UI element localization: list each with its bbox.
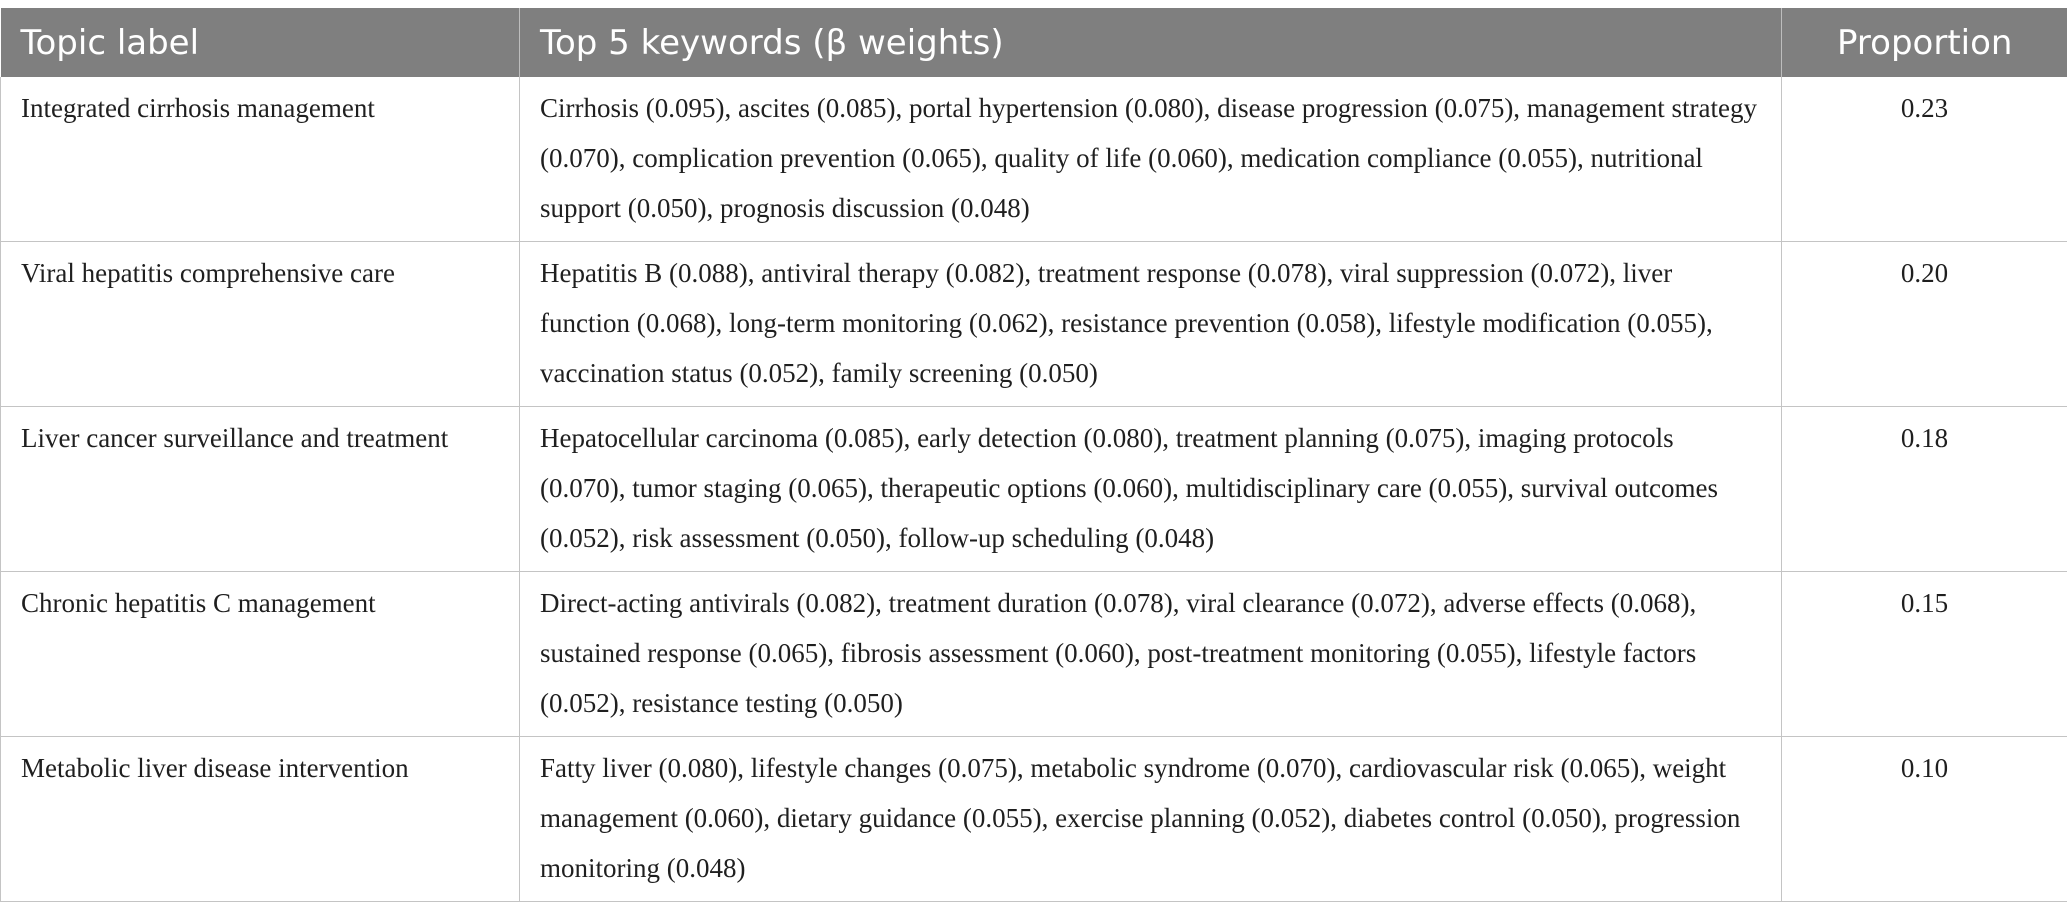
keywords-cell: Hepatitis B (0.088), antiviral therapy (0.082), treatment response (0.078), viral suppression (0.072), liver function (0.068), long-term monitoring (0.062), resistance prevention (0.058), lifestyle modification (0.055), vaccination status (0.052), family screening (0.050) — [520, 242, 1782, 407]
table-header — [1, 8, 2067, 77]
table-row — [1, 77, 2067, 242]
table-row — [1, 572, 2067, 737]
header-topic-label: Topic label — [1, 8, 520, 77]
table-row — [1, 737, 2067, 902]
proportion-cell: 0.18 — [1782, 407, 2067, 572]
proportion-cell: 0.10 — [1782, 737, 2067, 902]
keywords-cell: Cirrhosis (0.095), ascites (0.085), portal hypertension (0.080), disease progression (0.075), management strategy (0.070), complication prevention (0.065), quality of life (0.060), medication compliance (0.055), nutritional support (0.050), prognosis discussion (0.048) — [520, 77, 1782, 242]
topic-table — [0, 8, 2067, 902]
keywords-cell: Fatty liver (0.080), lifestyle changes (0.075), metabolic syndrome (0.070), cardiovascular risk (0.065), weight management (0.060), dietary guidance (0.055), exercise planning (0.052), diabetes control (0.050), progression monitoring (0.048) — [520, 737, 1782, 902]
table-body — [1, 77, 2067, 902]
keywords-cell: Direct-acting antivirals (0.082), treatment duration (0.078), viral clearance (0.072), adverse effects (0.068), sustained response (0.065), fibrosis assessment (0.060), post-treatment monitoring (0.055), lifestyle factors (0.052), resistance testing (0.050) — [520, 572, 1782, 737]
table-row — [1, 407, 2067, 572]
topic-cell: Metabolic liver disease intervention — [1, 737, 520, 902]
header-row — [1, 8, 2067, 77]
proportion-cell: 0.20 — [1782, 242, 2067, 407]
header-keywords: Top 5 keywords (β weights) — [520, 8, 1782, 77]
topic-cell: Integrated cirrhosis management — [1, 77, 520, 242]
topic-cell: Viral hepatitis comprehensive care — [1, 242, 520, 407]
topic-table-container — [0, 8, 2067, 902]
table-row — [1, 242, 2067, 407]
proportion-cell: 0.23 — [1782, 77, 2067, 242]
keywords-cell: Hepatocellular carcinoma (0.085), early detection (0.080), treatment planning (0.075), imaging protocols (0.070), tumor staging (0.065), therapeutic options (0.060), multidisciplinary care (0.055), survival outcomes (0.052), risk assessment (0.050), follow-up scheduling (0.048) — [520, 407, 1782, 572]
proportion-cell: 0.15 — [1782, 572, 2067, 737]
topic-cell: Chronic hepatitis C management — [1, 572, 520, 737]
header-proportion: Proportion — [1782, 8, 2067, 77]
topic-cell: Liver cancer surveillance and treatment — [1, 407, 520, 572]
